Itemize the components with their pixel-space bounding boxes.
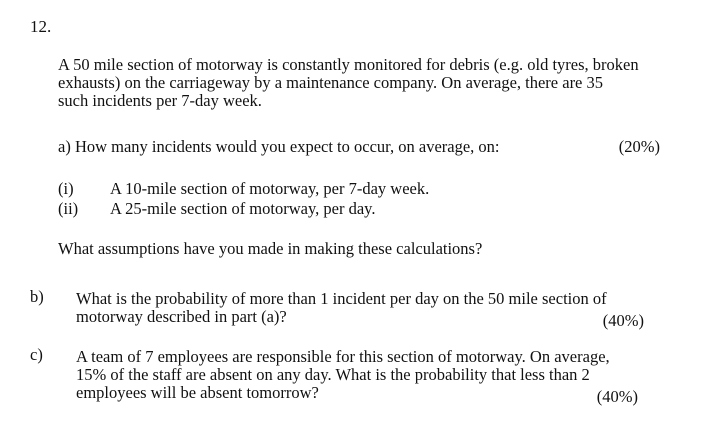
intro-line: such incidents per 7-day week. — [58, 91, 262, 110]
part-a-question: a) How many incidents would you expect to occur, on average, on: — [58, 137, 500, 156]
part-b-line: What is the probability of more than 1 incident per day on the 50 mile section of — [76, 289, 607, 308]
question-number: 12. — [30, 17, 52, 36]
part-c-marks: (40%) — [596, 387, 638, 406]
question-intro — [58, 56, 668, 110]
intro-line: exhausts) on the carriageway by a maintenance company. On average, there are 35 — [58, 73, 604, 92]
part-c-line: A team of 7 employees are responsible for this section of motorway. On average, — [76, 347, 610, 366]
part-b-marks: (40%) — [602, 311, 644, 330]
part-c-label: c) — [30, 345, 43, 364]
part-b-label: b) — [30, 287, 44, 306]
part-c-line: employees will be absent tomorrow? — [76, 383, 319, 402]
part-a-item-num: (ii) — [58, 199, 79, 218]
part-a-assumptions: What assumptions have you made in making these calculations? — [58, 239, 483, 258]
part-a-item-text: A 10-mile section of motorway, per 7-day week. — [110, 179, 430, 198]
intro-line: A 50 mile section of motorway is constantly monitored for debris (e.g. old tyres, broken — [58, 55, 639, 74]
part-a-item-text: A 25-mile section of motorway, per day. — [110, 199, 376, 218]
part-a-item-num: (i) — [58, 179, 74, 198]
part-b-line: motorway described in part (a)? — [76, 307, 287, 326]
part-a-marks: (20%) — [618, 137, 660, 156]
part-c-line: 15% of the staff are absent on any day. What is the probability that less than 2 — [76, 365, 590, 384]
